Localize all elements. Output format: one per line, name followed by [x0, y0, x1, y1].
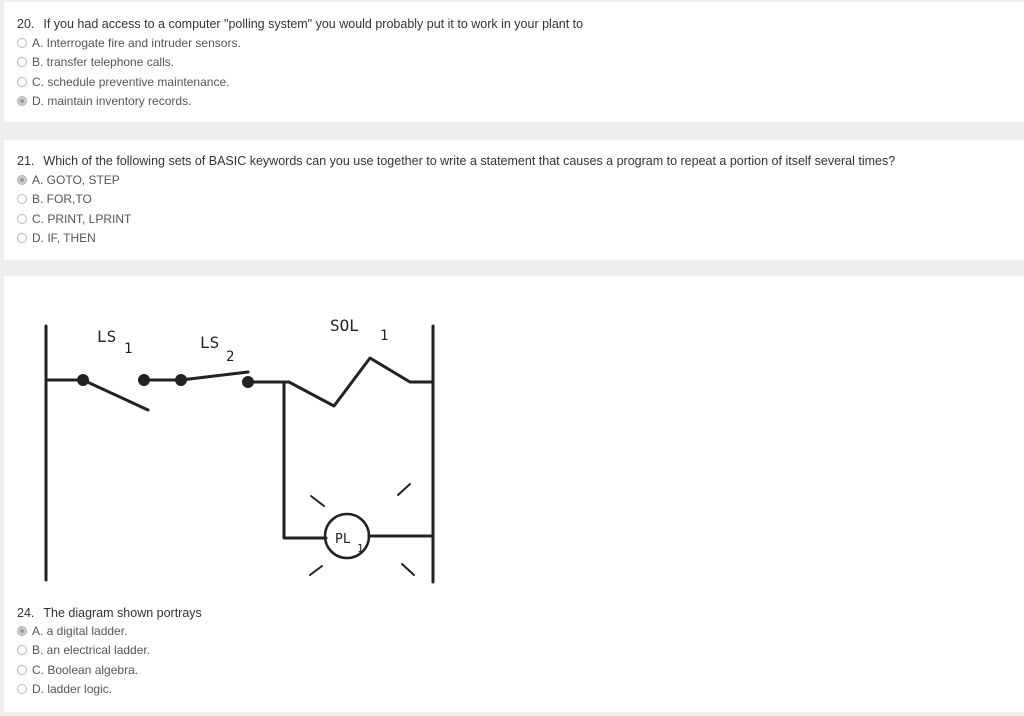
- option-label: D. IF, THEN: [32, 231, 96, 246]
- option-a[interactable]: [17, 170, 1024, 190]
- ls2-label: LS: [200, 333, 220, 352]
- ls1-subscript: 1: [124, 341, 133, 357]
- ls2-subscript: 2: [226, 349, 235, 365]
- option-label: A. Interrogate fire and intruder sensors.: [32, 35, 241, 50]
- answer-options: [17, 170, 1024, 248]
- question-card-21: [4, 140, 1024, 260]
- radio-button-selected[interactable]: [17, 626, 27, 636]
- option-d[interactable]: [17, 229, 1024, 249]
- sol1-coil: [289, 358, 433, 406]
- question-block: [17, 605, 202, 699]
- option-b[interactable]: [17, 53, 1024, 73]
- ls2-switch-blade: [181, 372, 248, 380]
- ls1-label: LS: [97, 327, 117, 346]
- answer-options: [17, 621, 202, 699]
- question-number: 20.: [17, 17, 35, 31]
- question-card-20: [4, 2, 1024, 122]
- ladder-diagram: [24, 306, 466, 602]
- option-label: B. FOR,TO: [32, 192, 92, 207]
- question-card-24: [4, 276, 1024, 712]
- answer-options: [17, 33, 1024, 111]
- pl1-subscript: 1: [357, 542, 364, 555]
- radio-button[interactable]: [17, 77, 27, 87]
- question-text: [17, 605, 202, 621]
- option-label: D. maintain inventory records.: [32, 94, 192, 109]
- question-prompt: Which of the following sets of BASIC keywords can you use together to write a statement that causes a program to repeat a portion of itself several times?: [43, 154, 896, 168]
- option-label: C. schedule preventive maintenance.: [32, 74, 230, 89]
- option-label: A. GOTO, STEP: [32, 172, 120, 187]
- radio-button[interactable]: [17, 665, 27, 675]
- sol1-label: SOL: [330, 316, 359, 335]
- option-label: C. Boolean algebra.: [32, 662, 139, 677]
- ls1-switch-blade: [83, 380, 148, 410]
- lamp-ray: [398, 484, 410, 495]
- radio-button[interactable]: [17, 194, 27, 204]
- radio-button[interactable]: [17, 57, 27, 67]
- ls2-contact-dot: [175, 374, 187, 386]
- sol1-subscript: 1: [380, 328, 389, 344]
- lamp-ray: [311, 496, 324, 506]
- radio-button[interactable]: [17, 645, 27, 655]
- pl1-label: PL: [335, 532, 351, 547]
- option-label: C. PRINT, LPRINT: [32, 211, 132, 226]
- option-label: B. transfer telephone calls.: [32, 55, 175, 70]
- ls2-contact-dot: [138, 374, 150, 386]
- option-b[interactable]: [17, 190, 1024, 210]
- option-b[interactable]: [17, 641, 202, 661]
- question-prompt: The diagram shown portrays: [43, 606, 202, 620]
- option-a[interactable]: [17, 33, 1024, 53]
- option-c[interactable]: [17, 209, 1024, 229]
- question-number: 24.: [17, 606, 35, 620]
- option-d[interactable]: [17, 680, 202, 700]
- option-label: D. ladder logic.: [32, 682, 113, 697]
- lamp-ray: [310, 566, 322, 575]
- ls2-blade-dot: [242, 376, 254, 388]
- option-a[interactable]: [17, 621, 202, 641]
- radio-button[interactable]: [17, 38, 27, 48]
- option-d[interactable]: [17, 92, 1024, 112]
- ls1-contact-dot: [77, 374, 89, 386]
- radio-button-selected[interactable]: [17, 96, 27, 106]
- question-text: [17, 140, 1024, 169]
- question-prompt: If you had access to a computer "polling system" you would probably put it to work in your plant to: [43, 17, 584, 31]
- option-label: B. an electrical ladder.: [32, 643, 151, 658]
- radio-button[interactable]: [17, 214, 27, 224]
- lamp-ray: [402, 564, 414, 575]
- option-c[interactable]: [17, 660, 202, 680]
- option-label: A. a digital ladder.: [32, 623, 128, 638]
- radio-button[interactable]: [17, 684, 27, 694]
- option-c[interactable]: [17, 72, 1024, 92]
- branch-wire: [284, 382, 326, 538]
- radio-button-selected[interactable]: [17, 175, 27, 185]
- question-number: 21.: [17, 154, 35, 168]
- radio-button[interactable]: [17, 233, 27, 243]
- question-text: [17, 2, 1024, 32]
